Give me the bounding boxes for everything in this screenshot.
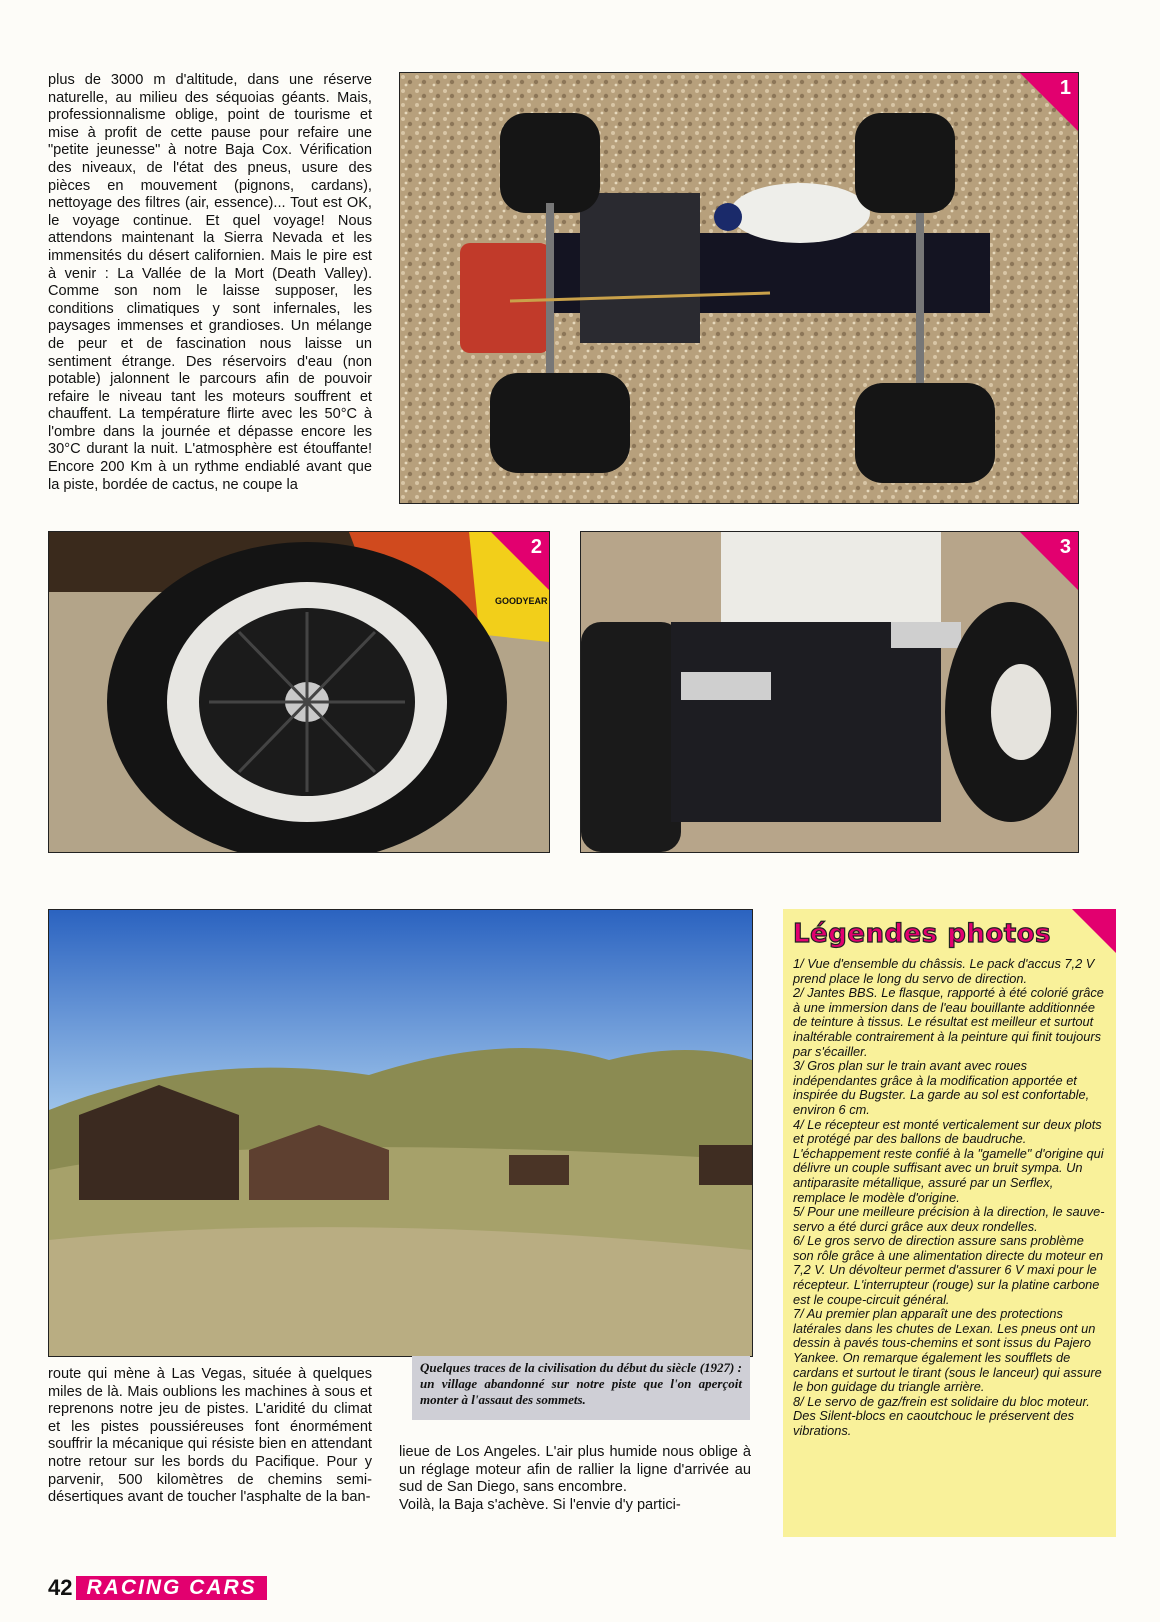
article-text-col2-bottom [399, 1444, 751, 1514]
photo-front-suspension [580, 531, 1079, 853]
article-paragraph: route qui mène à Las Vegas, située à quelques miles de là. Mais oublions les machines à sous et reprenons notre jeu de pistes. L'aridité du climat et les pistes poussiéreuses font énormément souffrir la mécanique qui résiste bien en attendant notre retour sur les bords du Pacifique. Pour y parvenir, 500 kilomètres de chemins semi-désertiques avant de toucher l'asphalte de la ban- [48, 1366, 372, 1506]
tire-brand-label: GOODYEAR [495, 596, 548, 606]
legend-item: 6/ Le gros servo de direction assure sans problème son rôle grâce à une alimentation directe du moteur en 7,2 V. Un dévolteur permet d'assurer 6 V maxi pour le récepteur. L'interrupteur (rouge) sur la platine carbone est le coupe-circuit général. [793, 1233, 1104, 1307]
suspension-illustration [581, 532, 1078, 852]
legend-item: 4/ Le récepteur est monté verticalement sur deux plots et protégé par des ballons de baudruche. L'échappement reste confié à la "gamelle" d'origine qui délivre un couple suffisant avec un bruit sympa. Un antiparasite métallique, assuré par un Serflex, remplace le modèle d'origine. [793, 1116, 1104, 1205]
legend-item: 8/ Le servo de gaz/frein est solidaire du bloc moteur. Des Silent-blocs en caoutchouc le préservent des vibrations. [793, 1393, 1090, 1438]
landscape-illustration [49, 910, 752, 1356]
article-paragraph: lieue de Los Angeles. L'air plus humide nous oblige à un réglage moteur afin de rallier la ligne d'arrivée au sud de San Diego, sans encombre. [399, 1444, 751, 1496]
page-number: 42 [48, 1575, 73, 1600]
legend-item: 5/ Pour une meilleure précision à la direction, le sauve-servo a été durci grâce aux deux rondelles. [793, 1204, 1105, 1234]
page-footer [48, 1575, 338, 1601]
article-text-col1-bottom [48, 1366, 372, 1507]
legend-item: 3/ Gros plan sur le train avant avec roues indépendantes grâce à la modification apportée et inspirée du Bugster. La garde au sol est confortable, environ 6 cm. [793, 1058, 1090, 1117]
photo-caption [412, 1356, 750, 1420]
photo-number: 1 [1059, 77, 1071, 99]
article-paragraph: Voilà, la Baja s'achève. Si l'envie d'y partici- [399, 1496, 681, 1513]
photo-number: 2 [530, 536, 542, 558]
caption-text: Quelques traces de la civilisation du début du siècle (1927) : un village abandonné sur notre piste que l'on aperçoit monter à l'assaut des sommets. [420, 1360, 742, 1407]
legend-item: 7/ Au premier plan apparaît une des protections latérales dans les chutes de Lexan. Les pneus ont un dessin à pavés tous-chemins et sont issus du Pajero Yankee. On remarque également les soufflets de cardans et surtout le tirant (sous le lanceur) qui assure le bon guidage du triangle arrière. [793, 1306, 1102, 1395]
legend-item: 2/ Jantes BBS. Le flasque, rapporté à été colorié grâce à une immersion dans de l'eau bouillante additionnée de teinture à tissus. Le résultat est meilleur et surtout inaltérable contrairement à la peinture qui finit toujours par s'écailler. [793, 985, 1104, 1059]
legend-title: Légendes photos [793, 919, 1051, 949]
photo-legends-box [783, 909, 1116, 1537]
magazine-name: RACING CARS [76, 1576, 266, 1600]
article-paragraph: plus de 3000 m d'altitude, dans une réserve naturelle, au milieu des séquoias géants. Mais, professionnalisme oblige, point de tourisme et mise à profit de cette pause pour refaire une "petite jeunesse" à notre Baja Cox. Vérification des niveaux, de l'état des pneus, usure des pièces en mouvement (pignons, cardans), nettoyage des filtres (air, essence)... Tout est OK, le voyage continue. Et quel voyage! Nous attendons maintenant la Sierra Nevada et les immensités du désert californien. Mais le pire est à venir : La Vallée de la Mort (Death Valley). Comme son nom le laisse supposer, les conditions climatiques y sont infernales, les paysages immenses et grandioses. Un mélange de peur et de fascination nous laisse un sentiment étrange. Des réservoirs d'eau (non potable) jalonnent le parcours afin de pouvoir refaire le niveau tant les moteurs souffrent et chauffent. La température flirte avec les 50°C à l'ombre dans la journée et dépasse encore les 30°C durant la nuit. L'atmosphère est étouffante! Encore 200 Km à un rythme endiablé avant que la piste, bordée de cactus, ne coupe la [48, 72, 372, 493]
photo-number: 3 [1059, 536, 1071, 558]
article-text-col1-top [48, 72, 372, 494]
wheel-illustration [49, 532, 549, 852]
photo-bbs-wheel [48, 531, 550, 853]
photo-chassis-overview [399, 72, 1079, 504]
legend-list [793, 957, 1106, 1439]
legend-corner-accent [1072, 909, 1116, 953]
legend-item: 1/ Vue d'ensemble du châssis. Le pack d'accus 7,2 V prend place le long du servo de direction. [793, 956, 1095, 986]
chassis-illustration [400, 73, 1078, 503]
photo-ghost-town [48, 909, 753, 1357]
